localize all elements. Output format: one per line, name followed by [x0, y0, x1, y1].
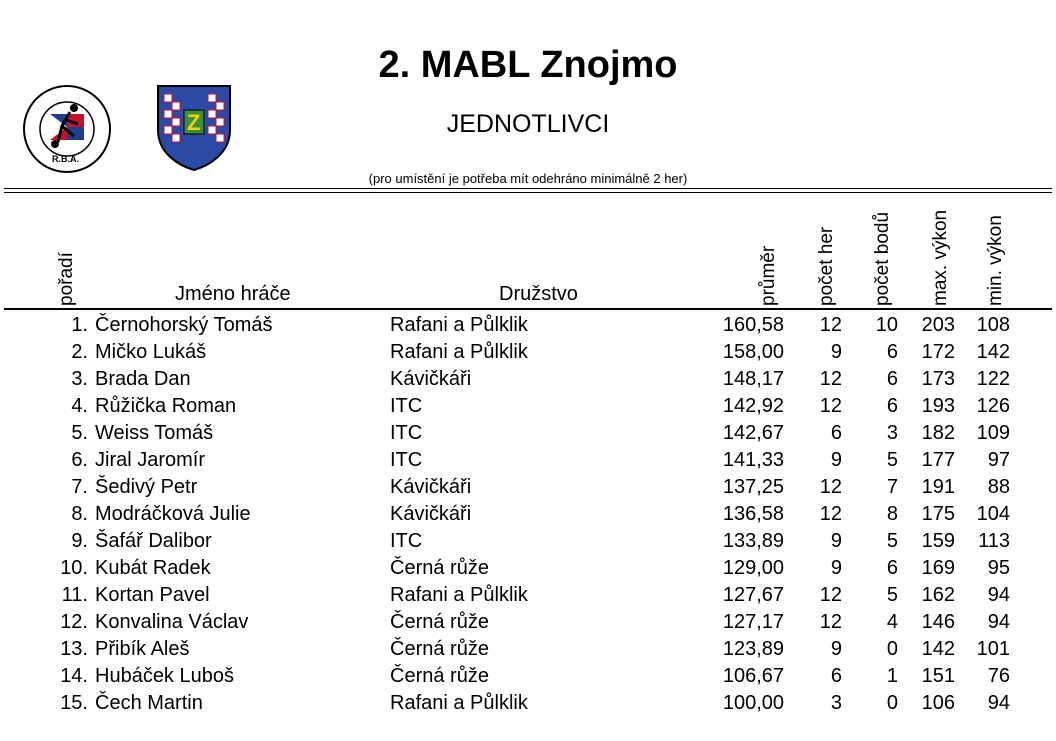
- col-header-max: max. výkon: [930, 209, 951, 306]
- player-name-cell: Modráčková Julie: [95, 503, 251, 525]
- player-name-cell: Konvalina Václav: [95, 611, 249, 633]
- min-score-cell: 108: [976, 314, 1010, 336]
- average-cell: 100,00: [722, 692, 784, 714]
- rank-cell: 7.: [71, 476, 88, 498]
- average-cell: 148,17: [722, 368, 784, 390]
- average-cell: 141,33: [722, 449, 784, 471]
- header-rule-bottom: [4, 192, 1052, 193]
- average-cell: 123,89: [722, 638, 784, 660]
- crest-letter: Z: [187, 110, 201, 135]
- rank-cell: 15.: [60, 692, 88, 714]
- page-title: 2. MABL Znojmo: [378, 44, 678, 86]
- player-name-cell: Hubáček Luboš: [95, 665, 234, 687]
- col-header-avg: průměr: [758, 245, 779, 306]
- min-score-cell: 109: [976, 422, 1010, 444]
- team-cell: Rafani a Půlklik: [390, 692, 528, 714]
- player-name-cell: Mičko Lukáš: [95, 341, 207, 363]
- rba-logo-abbr: R.B.A.: [52, 154, 79, 164]
- team-cell: Černá růže: [390, 665, 489, 687]
- player-name-cell: Šafář Dalibor: [95, 530, 212, 552]
- average-cell: 160,58: [722, 314, 784, 336]
- average-cell: 142,67: [722, 422, 784, 444]
- standings-table: [0, 312, 1056, 717]
- table-header-rule: [4, 308, 1052, 310]
- max-score-cell: 173: [921, 368, 955, 390]
- games-count-cell: 6: [830, 665, 842, 687]
- team-cell: Kávičkáři: [390, 368, 472, 390]
- average-cell: 158,00: [722, 341, 784, 363]
- player-name-cell: Brada Dan: [95, 368, 191, 390]
- table-row: [0, 501, 1056, 528]
- min-score-cell: 142: [976, 341, 1010, 363]
- max-score-cell: 159: [921, 530, 955, 552]
- max-score-cell: 162: [921, 584, 955, 606]
- points-cell: 5: [886, 530, 898, 552]
- points-cell: 3: [886, 422, 898, 444]
- games-count-cell: 9: [830, 530, 842, 552]
- min-score-cell: 95: [987, 557, 1010, 579]
- rank-cell: 3.: [71, 368, 88, 390]
- min-score-cell: 104: [976, 503, 1010, 525]
- col-header-min: min. výkon: [985, 215, 1006, 306]
- team-cell: Kávičkáři: [390, 476, 472, 498]
- player-name-cell: Černohorský Tomáš: [95, 314, 273, 336]
- points-cell: 6: [886, 395, 898, 417]
- player-name-cell: Kubát Radek: [95, 557, 211, 579]
- team-cell: Rafani a Půlklik: [390, 341, 528, 363]
- max-score-cell: 182: [921, 422, 955, 444]
- games-count-cell: 9: [830, 341, 842, 363]
- table-row: [0, 528, 1056, 555]
- min-score-cell: 101: [976, 638, 1010, 660]
- col-header-games: počet her: [816, 226, 837, 306]
- points-cell: 5: [886, 449, 898, 471]
- rank-cell: 4.: [71, 395, 88, 417]
- rank-cell: 9.: [71, 530, 88, 552]
- games-count-cell: 12: [819, 314, 842, 336]
- points-cell: 5: [886, 584, 898, 606]
- points-cell: 7: [886, 476, 898, 498]
- min-score-cell: 97: [987, 449, 1010, 471]
- table-row: [0, 582, 1056, 609]
- games-count-cell: 9: [830, 638, 842, 660]
- points-cell: 0: [886, 638, 898, 660]
- rank-cell: 8.: [71, 503, 88, 525]
- max-score-cell: 191: [921, 476, 955, 498]
- page-subtitle: JEDNOTLIVCI: [446, 110, 610, 138]
- table-row: [0, 420, 1056, 447]
- player-name-cell: Weiss Tomáš: [95, 422, 214, 444]
- games-count-cell: 9: [830, 557, 842, 579]
- min-score-cell: 94: [987, 611, 1010, 633]
- col-header-points: počet bodů: [872, 211, 893, 306]
- min-score-cell: 94: [987, 584, 1010, 606]
- points-cell: 0: [886, 692, 898, 714]
- max-score-cell: 106: [921, 692, 955, 714]
- games-count-cell: 12: [819, 611, 842, 633]
- rank-cell: 13.: [60, 638, 88, 660]
- team-cell: ITC: [390, 449, 423, 471]
- player-name-cell: Šedivý Petr: [95, 476, 198, 498]
- table-row: [0, 555, 1056, 582]
- table-row: [0, 339, 1056, 366]
- max-score-cell: 177: [921, 449, 955, 471]
- max-score-cell: 172: [921, 341, 955, 363]
- min-score-cell: 122: [976, 368, 1010, 390]
- points-cell: 6: [886, 341, 898, 363]
- qualification-note: (pro umístění je potřeba mít odehráno minimálně 2 her): [368, 171, 688, 186]
- team-cell: ITC: [390, 422, 423, 444]
- points-cell: 4: [886, 611, 898, 633]
- player-name-cell: Přibík Aleš: [95, 638, 190, 660]
- rank-cell: 10.: [60, 557, 88, 579]
- col-header-name: Jméno hráče: [175, 283, 291, 305]
- points-cell: 1: [886, 665, 898, 687]
- table-row: [0, 393, 1056, 420]
- average-cell: 142,92: [722, 395, 784, 417]
- min-score-cell: 94: [987, 692, 1010, 714]
- team-cell: Rafani a Půlklik: [390, 314, 528, 336]
- player-name-cell: Růžička Roman: [95, 395, 237, 417]
- games-count-cell: 12: [819, 584, 842, 606]
- team-cell: ITC: [390, 395, 423, 417]
- max-score-cell: 203: [921, 314, 955, 336]
- points-cell: 8: [886, 503, 898, 525]
- points-cell: 6: [886, 557, 898, 579]
- rank-cell: 2.: [71, 341, 88, 363]
- player-name-cell: Jiral Jaromír: [95, 449, 206, 471]
- points-cell: 10: [875, 314, 898, 336]
- table-row: [0, 636, 1056, 663]
- min-score-cell: 113: [978, 530, 1010, 552]
- rank-cell: 1.: [71, 314, 88, 336]
- rank-cell: 5.: [71, 422, 88, 444]
- min-score-cell: 76: [987, 665, 1010, 687]
- table-row: [0, 609, 1056, 636]
- team-cell: Černá růže: [390, 638, 489, 660]
- col-header-team: Družstvo: [499, 283, 578, 305]
- rank-cell: 14.: [60, 665, 88, 687]
- games-count-cell: 12: [819, 476, 842, 498]
- points-cell: 6: [886, 368, 898, 390]
- team-cell: Kávičkáři: [390, 503, 472, 525]
- team-cell: Černá růže: [390, 611, 489, 633]
- average-cell: 136,58: [722, 503, 784, 525]
- rank-cell: 12.: [60, 611, 88, 633]
- max-score-cell: 175: [921, 503, 955, 525]
- header-rule-top: [4, 188, 1052, 189]
- min-score-cell: 126: [976, 395, 1010, 417]
- games-count-cell: 6: [830, 422, 842, 444]
- table-row: [0, 366, 1056, 393]
- rank-cell: 11.: [61, 584, 88, 606]
- games-count-cell: 12: [819, 395, 842, 417]
- rank-cell: 6.: [71, 449, 88, 471]
- table-row: [0, 663, 1056, 690]
- games-count-cell: 3: [830, 692, 842, 714]
- table-row: [0, 312, 1056, 339]
- games-count-cell: 12: [819, 503, 842, 525]
- games-count-cell: 12: [819, 368, 842, 390]
- max-score-cell: 151: [921, 665, 955, 687]
- team-cell: Černá růže: [390, 557, 489, 579]
- team-cell: Rafani a Půlklik: [390, 584, 528, 606]
- table-row: [0, 690, 1056, 717]
- team-cell: ITC: [390, 530, 423, 552]
- table-row: [0, 474, 1056, 501]
- average-cell: 129,00: [722, 557, 784, 579]
- max-score-cell: 146: [921, 611, 955, 633]
- player-name-cell: Čech Martin: [95, 692, 203, 714]
- average-cell: 127,67: [722, 584, 784, 606]
- player-name-cell: Kortan Pavel: [95, 584, 210, 606]
- min-score-cell: 88: [987, 476, 1010, 498]
- average-cell: 137,25: [722, 476, 784, 498]
- average-cell: 106,67: [722, 665, 784, 687]
- max-score-cell: 193: [921, 395, 955, 417]
- max-score-cell: 169: [921, 557, 955, 579]
- table-row: [0, 447, 1056, 474]
- col-header-rank: pořadí: [56, 252, 77, 306]
- max-score-cell: 142: [921, 638, 955, 660]
- games-count-cell: 9: [830, 449, 842, 471]
- average-cell: 133,89: [722, 530, 784, 552]
- average-cell: 127,17: [722, 611, 784, 633]
